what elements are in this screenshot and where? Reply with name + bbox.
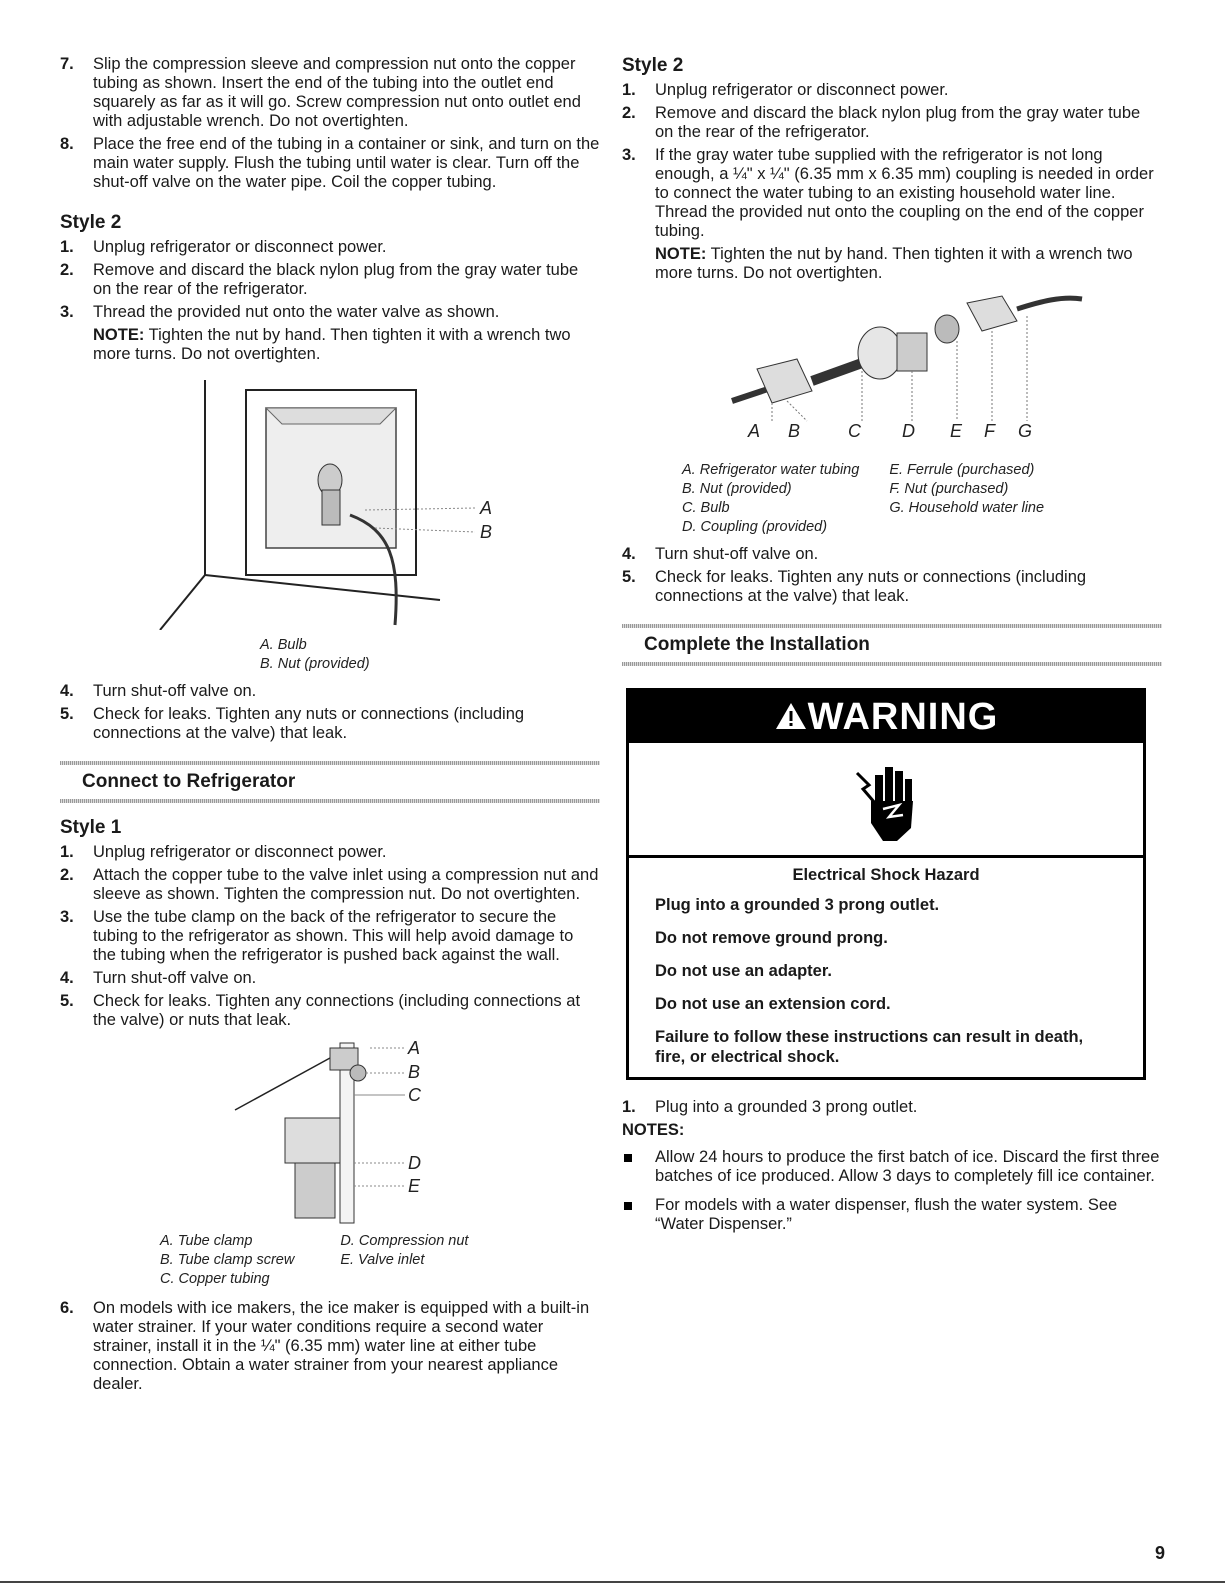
fig-label-a: A	[408, 1038, 421, 1058]
coupling-captions: A. Refrigerator water tubing B. Nut (provided) C. Bulb D. Coupling (provided) E. Ferrule (purchased) F. Nut (purchased) G. Household water line	[682, 462, 1045, 535]
step-4: 4. Turn shut-off valve on.	[60, 682, 257, 700]
note: NOTE: Tighten the nut by hand. Then tighten it with a wrench two more turns. Do not overtighten.	[655, 245, 1133, 282]
section-title: Connect to Refrigerator	[82, 771, 296, 792]
note: NOTE: Tighten the nut by hand. Then tighten it with a wrench two more turns. Do not overtighten.	[93, 326, 571, 363]
warning-line: Failure to follow these instructions can result in death, fire, or electrical shock.	[655, 1028, 1084, 1066]
step-1: 1. Unplug refrigerator or disconnect power.	[60, 238, 387, 256]
style2-heading: Style 2	[622, 55, 684, 76]
water-valve-figure	[60, 380, 600, 630]
water-valve-illustration	[60, 380, 600, 630]
fig-label-c: C	[408, 1085, 421, 1105]
coupling-illustration	[622, 291, 1162, 461]
step-5: 5. Check for leaks. Tighten any nuts or connections (including connections at the valve) that leak.	[622, 568, 1087, 605]
fig-label-c: C	[848, 421, 861, 441]
fig-label-a: A	[480, 498, 493, 518]
step-1: 1. Unplug refrigerator or disconnect power.	[622, 81, 949, 99]
fig-label-b: B	[788, 421, 801, 441]
step-8: 8. Place the free end of the tubing in a container or sink, and turn on the main water supply. Flush the tubing until water is clear. Turn off the shut-off valve on the water pipe. Coil the copper tubing.	[60, 135, 600, 191]
step-7: 7. Slip the compression sleeve and compression nut onto the copper tubing as shown. Insert the end of the tubing into the outlet end squarely as far as it will go. Screw compression nut onto outlet end with adjustable wrench. Do not overtighten.	[60, 55, 581, 130]
step-2: 2. Remove and discard the black nylon plug from the gray water tube on the rear of the refrigerator.	[60, 261, 579, 298]
style2-heading: Style 2	[60, 212, 122, 233]
fig-label-b: B	[480, 522, 493, 542]
step-6: 6. On models with ice makers, the ice maker is equipped with a built-in water strainer. If your water conditions require a second water strainer, install it in the ¼" (6.35 mm) water line at either tube connection. Obtain a water strainer from your nearest appliance dealer.	[60, 1299, 590, 1393]
step-2: 2. Attach the copper tube to the valve inlet using a compression nut and sleeve as shown. Tighten the compression nut. Do not overtighten.	[60, 866, 599, 903]
step-5: 5. Check for leaks. Tighten any nuts or connections (including connections at the valve) that leak.	[60, 705, 525, 742]
hazard-title: Electrical Shock Hazard	[792, 866, 980, 884]
step-3: 3. If the gray water tube supplied with the refrigerator is not long enough, a ¼" x ¼" (6.35 mm x 6.35 mm) coupling is needed in order to connect the water tubing to an existing household water line. Thread the provided nut onto the coupling on the end of the copper tubing.	[622, 146, 1154, 240]
connect-section-header	[60, 761, 600, 803]
step-2: 2. Remove and discard the black nylon plug from the gray water tube on the rear of the refrigerator.	[622, 104, 1141, 141]
warning-line: Do not remove ground prong.	[655, 929, 888, 947]
warning-box	[626, 688, 1146, 1080]
fig-label-d: D	[408, 1153, 421, 1173]
electric-shock-hand-icon	[849, 753, 919, 843]
coupling-figure	[622, 291, 1162, 461]
bottom-rule	[0, 1581, 1225, 1583]
left-column	[60, 55, 600, 1398]
warning-triangle-icon	[774, 701, 808, 731]
fig-label-b: B	[408, 1062, 421, 1082]
warning-line: Do not use an adapter.	[655, 962, 832, 980]
step-3: 3. Use the tube clamp on the back of the refrigerator to secure the tubing to the refrigerator as shown. This will help avoid damage to the tubing when the refrigerator is pushed back against the wall.	[60, 908, 574, 964]
warning-line: Plug into a grounded 3 prong outlet.	[655, 896, 940, 914]
fig-label-e: E	[408, 1176, 421, 1196]
warning-header	[629, 691, 1143, 743]
tube-clamp-illustration	[60, 1038, 600, 1228]
warning-line: Do not use an extension cord.	[655, 995, 891, 1013]
fig-label-e: E	[950, 421, 963, 441]
clamp-captions: A. Tube clamp B. Tube clamp screw C. Copper tubing D. Compression nut E. Valve inlet	[160, 1233, 469, 1287]
right-column	[622, 55, 1162, 1244]
list-item: Allow 24 hours to produce the first batch of ice. Discard the first three batches of ice produced. Allow 3 days to completely fill ice container.	[622, 1148, 1162, 1186]
notes-label: NOTES:	[622, 1121, 685, 1139]
valve-captions: A. Bulb B. Nut (provided)	[260, 637, 370, 672]
fig-label-f: F	[984, 421, 995, 441]
tube-clamp-figure	[60, 1038, 600, 1228]
fig-label-a: A	[748, 421, 761, 441]
complete-section-header	[622, 624, 1162, 666]
step-3: 3. Thread the provided nut onto the water valve as shown.	[60, 303, 500, 321]
fig-label-g: G	[1018, 421, 1033, 441]
style1-heading: Style 1	[60, 817, 122, 838]
section-title: Complete the Installation	[644, 634, 870, 655]
list-item: For models with a water dispenser, flush the water system. See “Water Dispenser.”	[622, 1196, 1162, 1234]
step-4: 4. Turn shut-off valve on.	[622, 545, 819, 563]
step-5: 5. Check for leaks. Tighten any connections (including connections at the valve) or nuts that leak.	[60, 992, 581, 1029]
page-number: 9	[1154, 1543, 1165, 1563]
step-1: 1. Plug into a grounded 3 prong outlet.	[622, 1098, 918, 1116]
fig-label-d: D	[902, 421, 915, 441]
step-1: 1. Unplug refrigerator or disconnect power.	[60, 843, 387, 861]
warning-title: WARNING	[807, 696, 999, 738]
step-4: 4. Turn shut-off valve on.	[60, 969, 257, 987]
